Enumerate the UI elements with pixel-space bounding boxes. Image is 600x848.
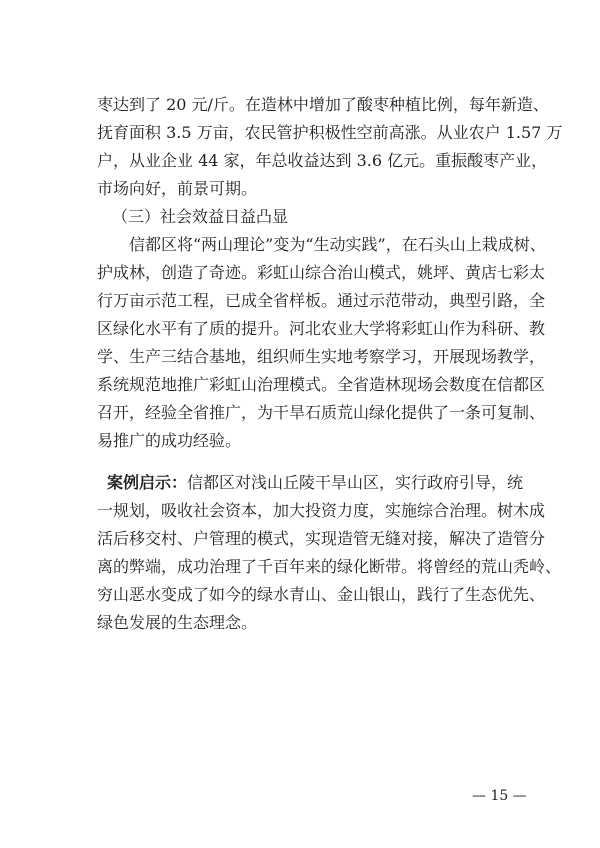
paragraph-1-line-4: 市场向好，前景可期。	[97, 179, 258, 198]
paragraph-2-line-7: 召开，经验全省推广，为干旱石质荒山绿化提供了一条可复制、	[97, 403, 546, 422]
paragraph-1-line-2: 抚育面积 3.5 万亩，农民管护积极性空前高涨。从业农户 1.57 万	[97, 123, 563, 142]
case-study-line-5: 穷山恶水变成了如今的绿水青山、金山银山，践行了生态优先、	[97, 585, 546, 604]
case-study-line-6: 绿色发展的生态理念。	[97, 613, 258, 632]
paragraph-1-line-3: 户，从业企业 44 家，年总收益达到 3.6 亿元。重振酸枣产业，	[97, 151, 548, 170]
paragraph-2-line-1: 信都区将“两山理论”变为“生动实践”，在石头山上栽成树、	[129, 235, 546, 254]
paragraph-2-line-5: 学、生产三结合基地，组织师生实地考察学习，开展现场教学，	[97, 347, 546, 366]
case-study-label: 案例启示：	[107, 473, 188, 492]
case-study-line-2: 一规划，吸收社会资本，加大投资力度，实施综合治理。树木成	[97, 501, 546, 520]
case-study-first-line	[107, 473, 524, 493]
paragraph-2-line-6: 系统规范地推广彩虹山治理模式。全省造林现场会数度在信都区	[97, 375, 546, 394]
case-study-line-3: 活后移交村、户管理的模式，实现造管无缝对接，解决了造管分	[97, 529, 546, 548]
paragraph-1-line-1: 枣达到了 20 元/斤。在造林中增加了酸枣种植比例，每年新造、	[97, 95, 549, 114]
case-study-line-4: 离的弊端，成功治理了千百年来的绿化断带。将曾经的荒山秃岭、	[97, 557, 562, 576]
paragraph-2-line-3: 行万亩示范工程，已成全省样板。通过示范带动，典型引路，全	[97, 291, 546, 310]
page-number: — 15 —	[472, 788, 527, 804]
paragraph-2-line-8: 易推广的成功经验。	[97, 431, 242, 450]
paragraph-2-line-2: 护成林，创造了奇迹。彩虹山综合治山模式，姚坪、黄店七彩太	[97, 263, 546, 282]
paragraph-2-line-4: 区绿化水平有了质的提升。河北农业大学将彩虹山作为科研、教	[97, 319, 546, 338]
case-study-first-line-text: 信都区对浅山丘陵干旱山区，实行政府引导，统	[187, 473, 524, 492]
section-heading: （三）社会效益日益凸显	[112, 207, 289, 226]
